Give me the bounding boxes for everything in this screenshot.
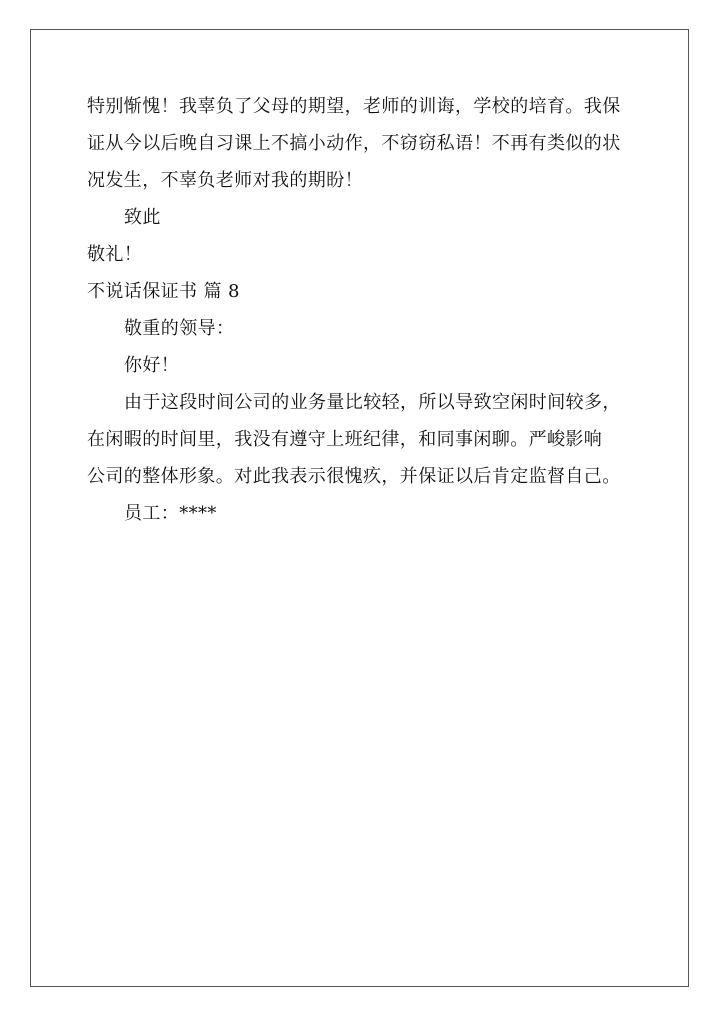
signature: 员工：**** xyxy=(124,503,217,524)
closing-salute: 敬礼！ xyxy=(87,244,143,265)
closing-line: 致此 xyxy=(124,207,161,228)
paragraph-line: 公司的整体形象。对此我表示很愧疚，并保证以后肯定监督自己。 xyxy=(87,466,621,487)
document-body xyxy=(87,88,639,532)
greeting: 你好！ xyxy=(124,355,180,376)
paragraph-line: 特别惭愧！我辜负了父母的期望，老师的训诲，学校的培育。我保 xyxy=(87,96,621,117)
paragraph-line: 况发生，不辜负老师对我的期盼！ xyxy=(87,170,363,191)
section-title: 不说话保证书 篇 8 xyxy=(87,281,240,302)
paragraph-line: 由于这段时间公司的业务量比较轻，所以导致空闲时间较多， xyxy=(124,392,621,413)
salutation: 敬重的领导： xyxy=(124,318,235,339)
paragraph-line: 在闲暇的时间里，我没有遵守上班纪律，和同事闲聊。严峻影响 xyxy=(87,429,603,450)
paragraph-line: 证从今以后晚自习课上不搞小动作，不窃窃私语！不再有类似的状 xyxy=(87,133,621,154)
